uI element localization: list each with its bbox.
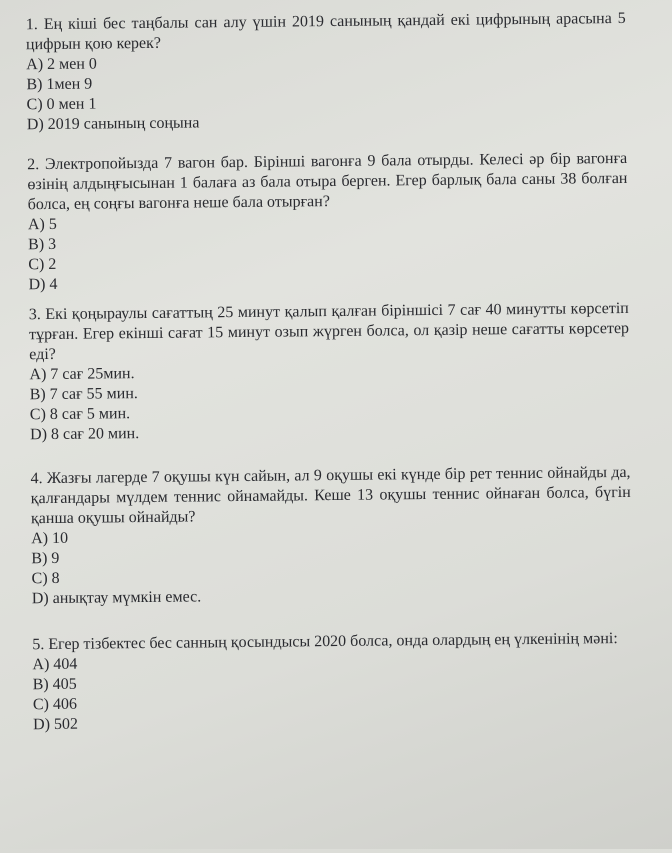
question-1 [26, 9, 627, 135]
answer-option-b: B) 1мен 9 [26, 75, 93, 94]
question-text: 2. Электропойызда 7 вагон бар. Бірінші вагонға 9 бала отырды. Келесі әр бір вагонға өзінің алдыңғысынан 1 балаға аз бала отыра берген. Егер барлық бала саны 38 болған болса, ең соңғы вагонға неше бала отырған? [27, 149, 628, 214]
answer-option-b: B) 7 сағ 55 мин. [29, 385, 138, 404]
answer-option-b: B) 3 [28, 235, 57, 254]
answer-option-b: B) 9 [31, 549, 60, 568]
answer-option-c: C) 8 [31, 569, 60, 588]
answer-option-c: C) 406 [32, 695, 78, 714]
answer-option-a: A) 404 [32, 655, 78, 674]
answer-option-a: A) 7 сағ 25мин. [29, 365, 135, 384]
question-2 [27, 149, 628, 295]
question-text: 4. Жазғы лагерде 7 оқушы күн сайын, ал 9 оқушы екі күнде бір рет теннис ойнайды да, қалғандары мүлдем теннис ойнамайды. Кеше 13 оқушы теннис ойнаған болса, бүгін қанша оқушы ойнайды? [30, 463, 631, 528]
answer-option-d: D) 8 сағ 20 мин. [30, 425, 140, 444]
question-text: 1. Ең кіші бес таңбалы сан алу үшін 2019 санының қандай екі цифрының арасына 5 цифрын қою керек? [25, 9, 626, 54]
question-5 [32, 629, 633, 735]
answer-option-c: C) 8 сағ 5 мин. [29, 405, 131, 424]
answer-option-c: C) 2 [28, 255, 57, 274]
question-text: 5. Егер тізбектес бес санның қосындысы 2020 болса, онда олардың ең үлкенінің мәні: [32, 630, 618, 654]
answer-option-d: D) 502 [33, 715, 79, 734]
answer-option-d: D) 2019 санының соңына [26, 114, 200, 134]
answer-option-a: A) 10 [31, 529, 69, 548]
answer-option-c: C) 0 мен 1 [26, 95, 97, 114]
answer-option-a: A) 5 [27, 215, 57, 234]
answer-option-a: A) 2 мен 0 [26, 55, 97, 74]
answer-option-d: D) анықтау мүмкін емес. [31, 588, 202, 608]
question-4 [30, 463, 631, 609]
question-text: 3. Екі қоңыраулы сағаттың 25 минут қалып қалған біріншісі 7 сағ 40 минутты көрсетіп тұрған. Егер екінші сағат 15 минут озып жүрген болса, ол қазір неше сағатты көрсетер еді? [28, 299, 630, 364]
question-3 [29, 299, 630, 445]
answer-option-d: D) 4 [28, 275, 58, 294]
answer-option-b: B) 405 [32, 675, 77, 694]
